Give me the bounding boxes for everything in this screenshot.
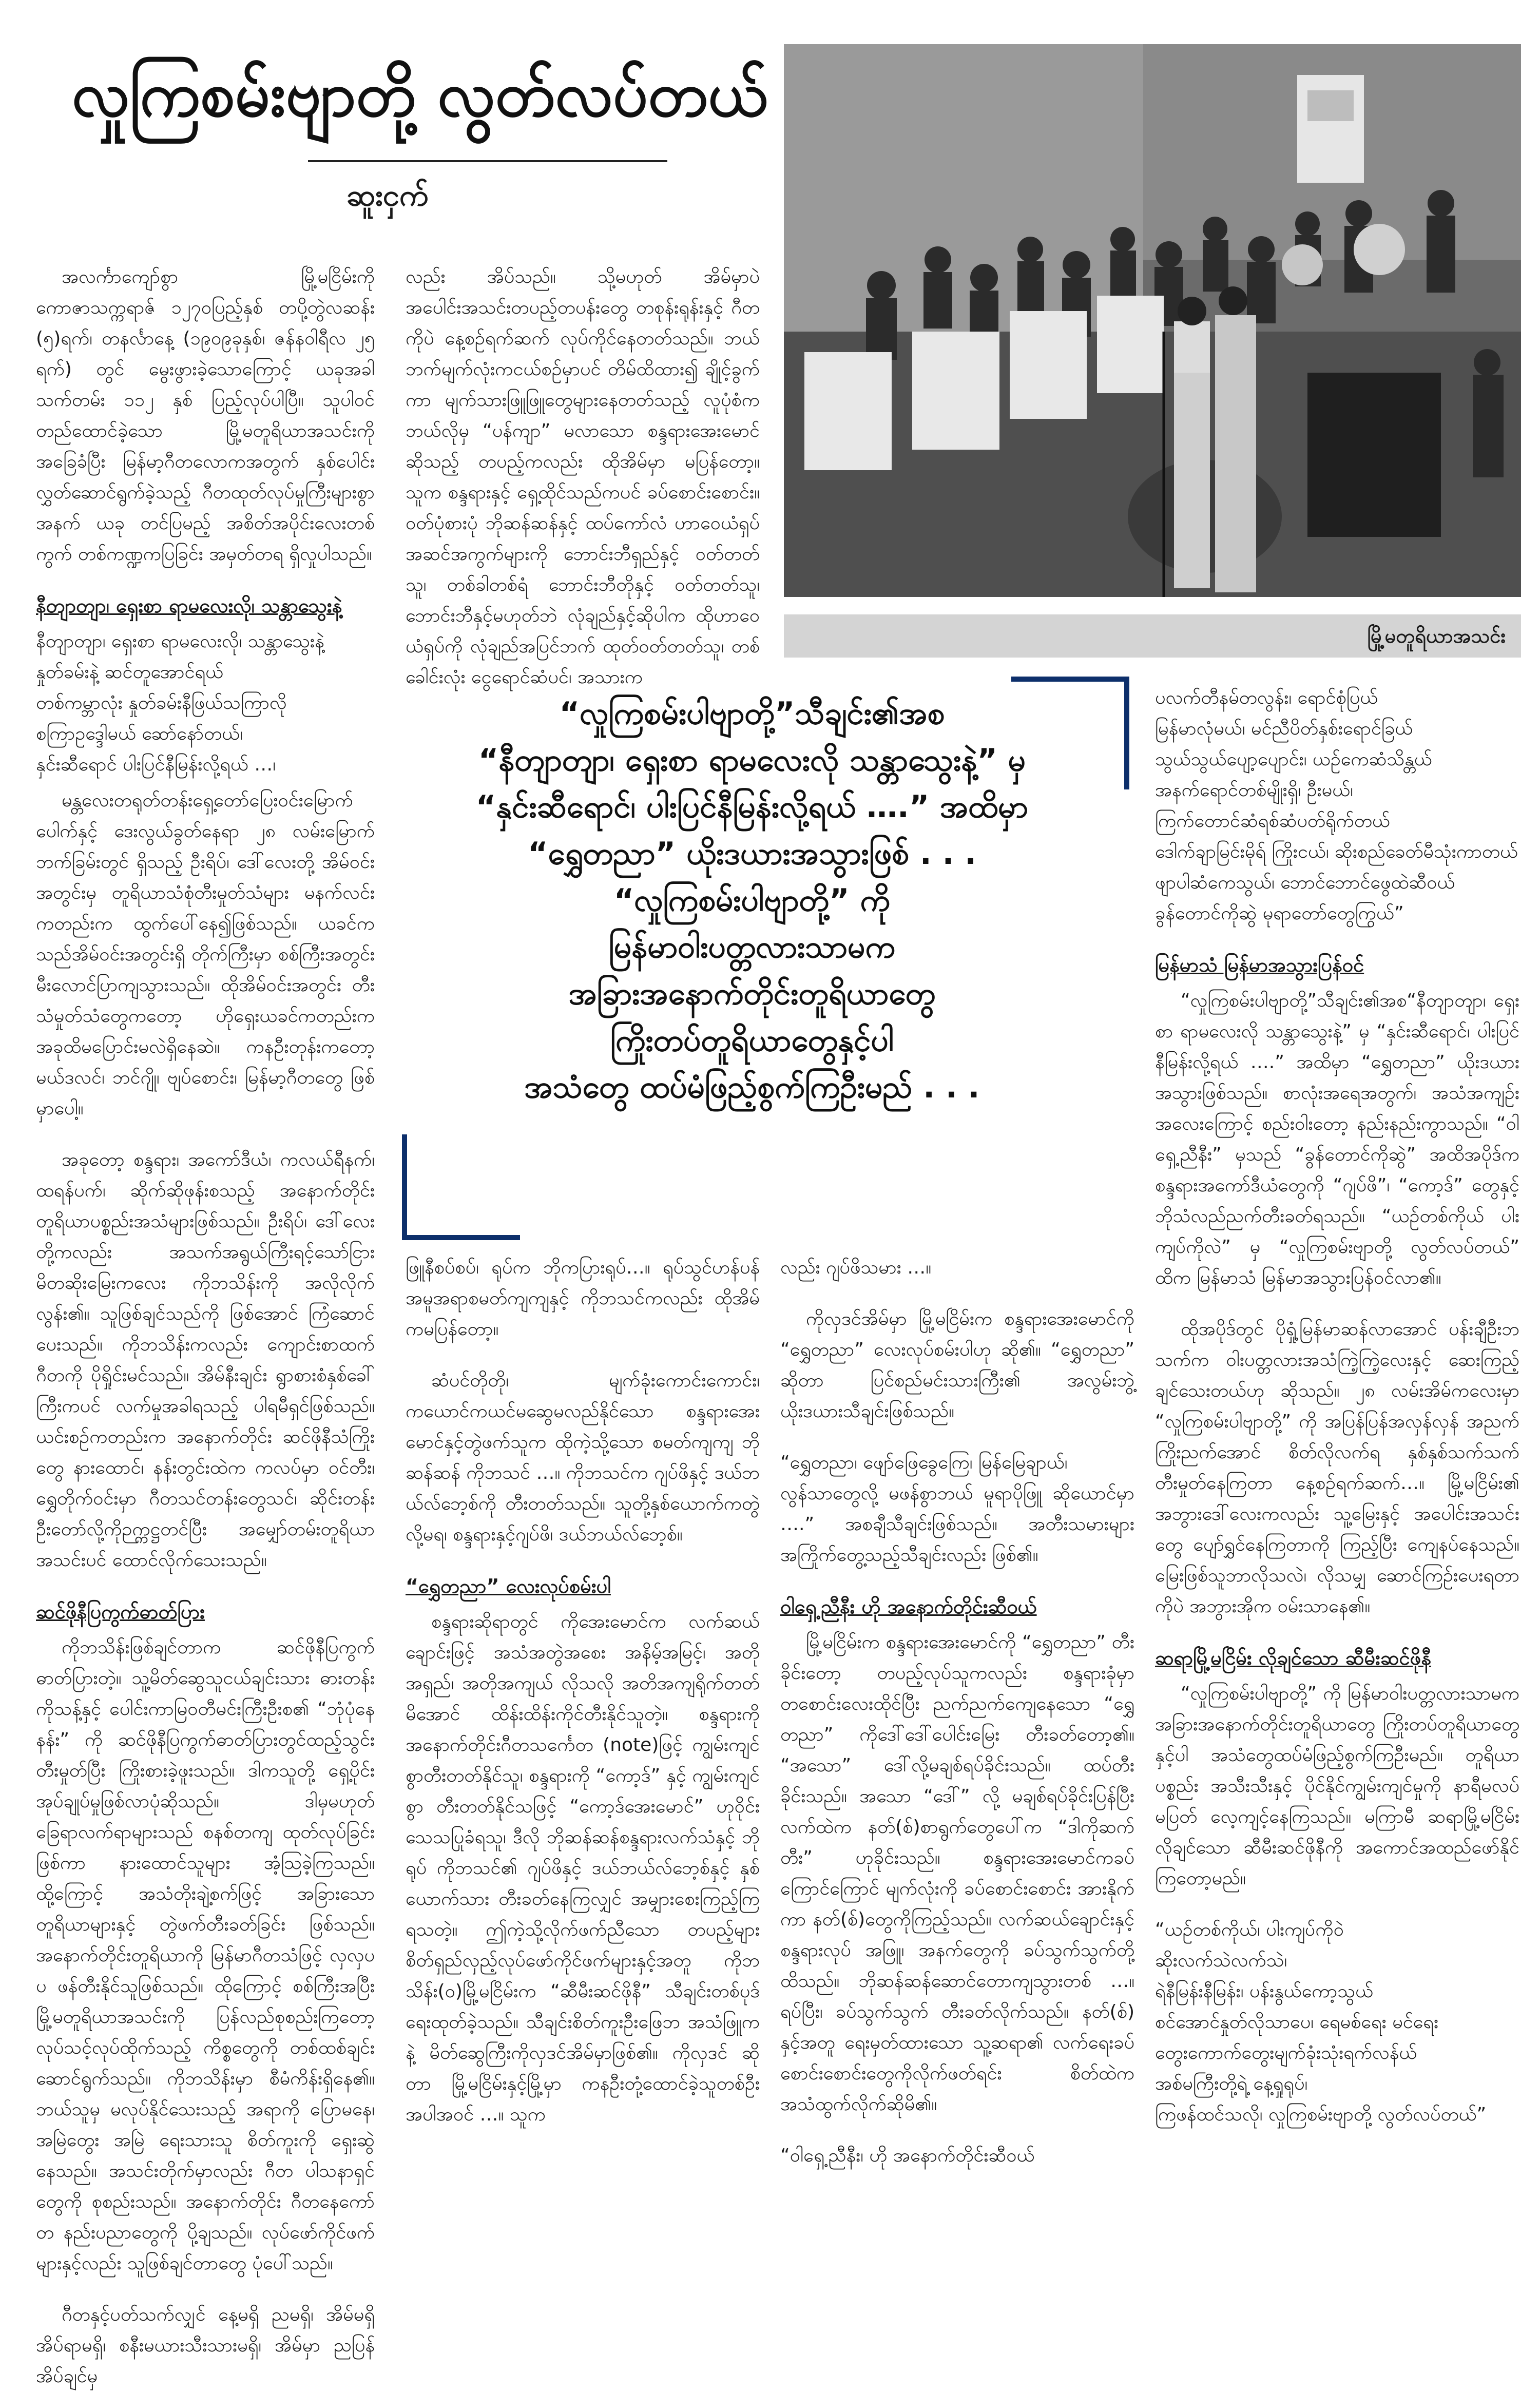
paragraph: ဂီတနှင့်ပတ်သက်လျှင် နေ့မရှိ ညမရှိ၊ အိမ်မရှိ အိပ်ရာမရှိ၊ စနီးမယားသီးသားမရှိ၊ အိမ်မှာ ညပြန်အိပ်ချင်မှ: [36, 2304, 375, 2387]
article-column-2-bottom: [406, 1252, 760, 2125]
paragraph: အလင်္ကာကျော်စွာ မြို့မငြိမ်းကို ကောဇာသက္ကရာဇ် ၁၂၇၀ပြည့်နှစ် တပို့တွဲလဆန်း (၅)ရက်၊ တနင်္လာနေ့ (၁၉၀၉ခုနှစ်၊ ဇန်နဝါရီလ ၂၅ ရက်) တွင် မွေးဖွားခဲ့သောကြောင့် ယခုအခါ သက်တမ်း ၁၁၂ နှစ် ပြည့်လုပ်ပါပြီ။ သူပါဝင်တည်ထောင်ခဲ့သော မြို့မတူရိယာအသင်းကို အခြေခံပြီး မြန်မာ့ဂီတလောကအတွက် နှစ်ပေါင်းလွှတ်ဆောင်ရွက်ခဲ့သည့် ဂီတထုတ်လုပ်မှုကြီးများစွာအနက် ယခု တင်ပြမည့် အစိတ်အပိုင်းလေးတစ်ကွက် တစ်ကဏ္ဍကပြခြင်း အမှတ်တရ ရှိလှုပါသည်။: [36, 266, 375, 565]
verse-line: တွေးကောက်တွေးမျက်ခုံးသုံးရက်လန်ယ်: [1155, 2042, 1417, 2063]
pull-quote: [421, 690, 1083, 1111]
article-author: ဆူးငှက်: [346, 178, 429, 213]
verse-line: ရဲနီမြန်းနီမြန်း၊ ပန်းနွယ်ကော့သွယ်: [1155, 1981, 1374, 2002]
section-heading: မြန်မာသံ မြန်မာအသွားပြန်ဝင်: [1155, 954, 1364, 976]
photo-caption: မြို့မတူရိယာအသင်း: [784, 614, 1521, 658]
verse-line: “ဝါရှေ့ညီနီး၊ ဟို အနောက်တိုင်းဆီဝယ်: [780, 2145, 1035, 2166]
paragraph: အခုတော့ စန္ဒရား၊ အကော်ဒီယံ၊ ကလယ်ရီနက်၊ ထရန်ပက်၊ ဆိုက်ဆိုဖုန်းစသည့် အနောက်တိုင်း တူရိယာပစ္စည်းအသံများဖြစ်သည်။ ဦးရိပ်၊ ဒေါ်လေးတို့ကလည်း အသက်အရွယ်ကြီးရင့်သော်ငြား မိတဆိုးမြေးကလေး ကိုဘသိန်းကို အလိုလိုက်လွန်း၏။ သူဖြစ်ချင်သည်ကို ဖြစ်အောင် ကြံဆောင်ပေးသည်။ ကိုဘသိန်းကလည်း ကျောင်းစာထက် ဂီတကို ပိုရှိုင်းမင်သည်။ အိမ်နီးချင်း ရွာစားစံနှစ်ခေါ် ကြီးကပင် လက်မှုအခါရသည့် ပါရမီရှင်ဖြစ်သည်။ ယင်းစဉ်ကတည်းက အနောက်တိုင်း ဆင်ဖိုနီသံကြိုးတွေ နားထောင်၊ နန်းတွင်းထဲက ကလပ်မှာ ဝင်တီး၊ ရွှေတိုက်ဝင်းမှာ ဂီတသင်တန်းတွေသင်၊ ဆိုင်းတန်း ဦးတော်လို့ကိုဉက္ကဋ္ဌတင်ပြီး အမျှော်တမ်းတူရိယာအသင်းပင် ထောင်လိုက်သေးသည်။: [36, 1149, 375, 1571]
section-heading: နီတျာတျာ၊ ရှေးစာ ရာမလေးလို၊ သန္တာသွေးနဲ့: [36, 594, 342, 617]
paragraph: ကိုလှဒင်အိမ်မှာ မြို့မငြိမ်းက စန္ဒရားအေးမောင်ကို “ရွှေတညာ” လေးလုပ်စမ်းပါဟု ဆို၏။ “ရွှေတညာ” ဆိုတာ ပြင်စည်မင်းသားကြီး၏ အလွမ်းဘွဲ့ ယိုးဒယားသီချင်းဖြစ်သည်။: [780, 1308, 1134, 1422]
title-divider: [308, 160, 667, 162]
verse-line: နီတျာတျာ၊ ရှေးစာ ရာမလေးလို၊ သန္တာသွေးနဲ့: [36, 631, 324, 652]
verse-line: အနက်ရောင်တစ်မျိုးရှိ၊ ဦးမယ်၊: [1155, 780, 1353, 801]
verse-line: အစ်မကြီးတို့ရဲ့ နေ့ရှုရုပ်၊: [1155, 2073, 1308, 2094]
verse-line: ဆိုးလက်သဲလက်သဲ၊: [1155, 1950, 1287, 1971]
verse-line: ခွန်တောင်ကိုဆွဲ မုရာတော်တွေကြွယ်”: [1155, 903, 1404, 924]
verse-line: ကြက်တောင်ဆံရစ်ဆံပတ်ရိုက်တယ်: [1155, 811, 1390, 832]
verse-line: လွန်သာတွေလို့ မဖန်စွာဘယ် မူရာပိုဖြူ ဆိုယောင်မှာ ….” အစချီသီချင်းဖြစ်သည်။ အတီးသမားများ အကြိုက်တွေ့သည့်သီချင်းလည်း ဖြစ်၏။: [780, 1483, 1134, 1566]
verse-line: စင်အောင်နှုတ်လိုသာပေ၊ ရေမစ်ရေး မင်ရေး: [1155, 2012, 1439, 2033]
verse-line: ဖျာပါဆံကေသွယ်၊ ဘောင်ဘောင်ဖွေထဲဆီဝယ်: [1155, 872, 1455, 893]
verse-line: နှုတ်ခမ်းနဲ့ ဆင်တူအောင်ရယ်: [36, 662, 224, 683]
paragraph: “လှုကြစမ်းပါဗျာတို့” ကို မြန်မာဝါးပတ္တလားသာမက အခြားအနောက်တိုင်းတူရိယာတွေ ကြိုးတပ်တူရိယာတွေနှင့်ပါ အသံတွေထပ်မံဖြည့်စွက်ကြဦးမည်။ တူရိယာပစ္စည်း အသီးသီးနှင့် ပိုင်နိုင်ကျွမ်းကျင်မှုကို နာရီမလပ်မပြတ် လေ့ကျင့်နေကြသည်။ မကြာမီ ဆရာမြို့မငြိမ်း လိုချင်သော ဆီမီးဆင်ဖိုနီကို အကောင်အထည်ဖော်နိုင်ကြတော့မည်။: [1155, 1683, 1519, 1889]
pull-quote-line: “လှုကြစမ်းပါဗျာတို့”သီချင်း၏အစ: [559, 696, 945, 731]
band-photo: [784, 44, 1521, 597]
section-heading: ဆင်ဖိုနီပြကွက်ဓာတ်ပြား: [36, 1600, 205, 1623]
pull-quote-line: “နှင်းဆီရောင်၊ ပါးပြင်နီမြန်းလို့ရယ် ….” အထိမှာ: [475, 789, 1029, 825]
paragraph: ဆံပင်တိုတို၊ မျက်ခုံးကောင်းကောင်း၊ ကယောင်ကယင်မဆွေမလည်နိုင်သော စန္ဒရားအေးမောင်နှင့်တွဲဖက်သူက ထိုကဲ့သို့သော စမတ်ကျကျ ဘိုဆန်ဆန် ကိုဘသင် …။ ကိုဘသင်က ဂျပ်ဖိနှင့် ဒယ်ဘယ်လ်ဘေ့စ်ကို တီးတတ်သည်။ သူတို့နှစ်ယောက်ကတွဲလို့မရ၊ စန္ဒရားနှင့်ဂျပ်ဖိ၊ ဒယ်ဘယ်လ်ဘေ့စ်။: [406, 1370, 760, 1545]
paragraph: ဖြူနီစပ်စပ်၊ ရုပ်က ဘိုကပြားရုပ်…။ ရုပ်သွင်ဟန်ပန်အမူအရာစမတ်ကျကျနှင့် ကိုဘသင်ကလည်း ထိုအိမ်ကမပြန်တော့။: [406, 1257, 760, 1340]
verse-line: “ယဉ်တစ်ကိုယ်၊ ပါးကျပ်ကိုဝဲ: [1155, 1919, 1344, 1940]
section-heading: ဝါရှေ့ညီနီး ဟို အနောက်တိုင်းဆီဝယ်: [780, 1595, 1037, 1618]
pull-quote-corner-bottom-left: [402, 1134, 520, 1240]
pull-quote-line: အသံတွေ ထပ်မံဖြည့်စွက်ကြဦးမည် . . .: [524, 1069, 980, 1105]
article-column-4: [1155, 683, 1519, 2125]
section-heading: ဆရာမြို့မငြိမ်း လိုချင်သော ဆီမီးဆင်ဖိုနီ: [1155, 1647, 1432, 1669]
verse-line: ပလက်တီနမ်တလွန်း၊ ရောင်စုံပြယ်: [1155, 687, 1378, 708]
verse-line: သွယ်သွယ်ပျော့ပျောင်း၊ ယဉ်ကေဆံသိန္တယ်: [1155, 749, 1432, 770]
pull-quote-line: “နီတျာတျာ၊ ရှေးစာ ရာမလေးလို သန္တာသွေးနဲ့” မှ: [478, 742, 1026, 778]
pull-quote-line: “လှုကြစမ်းပါဗျာတို့” ကို: [613, 882, 891, 918]
paragraph: စန္ဒရားဆိုရာတွင် ကိုအေးမောင်က လက်ဆယ်ချောင်းဖြင့် အသံအတွဲအစေး အနိမ့်အမြင့်၊ အတိုအရှည်၊ အတိုအကျယ် လိုသလို အတိအကျရိုက်တတ်မိအောင် ထိန်းထိန်းကိုင်တီးနိုင်သူတဲ့။ စန္ဒရားကို အနောက်တိုင်းဂီတသင်္ကေတ (note)ဖြင့် ကျွမ်းကျင်စွာတီးတတ်နိုင်သူ၊ စန္ဒရားကို “ကော့ဒ်” နှင့် ကျွမ်းကျင်စွာ တီးတတ်နိုင်သဖြင့် “ကော့ဒ်အေးမောင်” ဟုဝိုင်းသေသပြုခံရသူ၊ ဒီလို ဘိုဆန်ဆန်စန္ဒရားလက်သံနှင့် ဘိုရုပ် ကိုဘသင်၏ ဂျပ်ဖိနှင့် ဒယ်ဘယ်လ်ဘေ့စ်နှင့် နှစ်ယောက်သား တီးခတ်နေကြလျှင် အမျှားစေးကြည့်ကြရသတဲ့။ ဤကဲ့သို့လိုက်ဖက်ညီသော တပည့်များစိတ်ရှည်လှည့်လုပ်ဖော်ကိုင်ဖက်များနှင့်အတူ ကိုဘသိန်း(ဝ)မြို့မငြိမ်းက “ဆီမီးဆင်ဖိုနီ” သီချင်းတစ်ပုဒ်ရေးထုတ်ခဲ့သည်။ သီချင်းစိတ်ကူးဦးဖြေဘ အသံဖြူကနဲ့ မိတ်ဆွေကြီးကိုလှဒင်အိမ်မှာဖြစ်၏။ ကိုလှဒင် ဆိုတာ မြို့မငြိမ်းနှင့်မြို့မှာ ကနဦးတုံ့ထောင်ခဲ့သူတစ်ဦးအပါအဝင် …။ သူက: [406, 1611, 760, 2125]
verse-line: မြန်မာလုံမယ်၊ မင်ညီပိတ်နှစ်းရောင်ခြယ်: [1155, 718, 1413, 739]
pull-quote-line: အခြားအနောက်တိုင်းတူရိယာတွေ: [568, 976, 936, 1012]
paragraph: မြို့မငြိမ်းက စန္ဒရားအေးမောင်ကို “ရွှေတညာ” တီးခိုင်းတော့ တပည့်လုပ်သူကလည်း စန္ဒရားခုံမှာ တစောင်းလေးထိုင်ပြီး ညက်ညက်ကျေနေသော “ရွှေတညာ” ကိုဒေါ်ဒေါ်ပေါင်းမြေး တီးခတ်တော့၏။ “အသော” ဒေါ်လို့မချစ်ရပ်ခိုင်းသည်။ ထပ်တီးခိုင်းသည်။ အသော “ဒေါ်” လို့ မချစ်ရပ်ခိုင်းပြန်ပြီးလက်ထဲက နတ်(စ်)စာရွက်တွေပေါ်က “ဒါကိုဆက်တီး” ဟုခိုင်းသည်။ စန္ဒရားအေးမောင်ကခပ်ကြောင်ကြောင် မျက်လုံးကို ခပ်စောင်းစောင်း အားနိုက်ကာ နတ်(စ်)တွေကိုကြည့်သည်။ လက်ဆယ်ချောင်းနှင့် စန္ဒရားလုပ် အဖြူ၊ အနက်တွေကို ခပ်သွက်သွက်တို့ထိသည်။ ဘိုဆန်ဆန်ဆောင်တောကျသွားတစ် …။ ရပ်ပြီး၊ ခပ်သွက်သွက် တီးခတ်လိုက်သည်။ နတ်(စ်) နှင့်အတူ ရေးမှတ်ထားသော သူ့ဆရာ၏ လက်ရေးခပ်စောင်းစောင်းတွေကိုလိုက်ဖတ်ရင်း စိတ်ထဲက အသံထွက်လိုက်ဆိုမိ၏။: [780, 1632, 1134, 2115]
verse-line: နှင်းဆီရောင် ပါးပြင်နီမြန်းလို့ရယ် …၊: [36, 754, 276, 775]
pull-quote-line: “ရွှေတညာ” ယိုးဒယားအသွားဖြစ် . . .: [527, 836, 977, 872]
verse-line: စကြာဥဒ္ဒေါမယ် ဆော်နော်တယ်၊: [36, 723, 243, 744]
article-column-3: [780, 1252, 1134, 2166]
paragraph: မန္တလေးတရုတ်တန်းရှေ့တော်ပြေးဝင်းမြောက်ပေါက်နှင့် ဒေးလွယ်ခွတ်နေရာ ၂၈ လမ်းမြောက်ဘက်ခြမ်းတွင် ရှိသည့် ဦးရိပ်၊ ဒေါ်လေးတို့ အိမ်ဝင်းအတွင်းမှ တူရိယာသံစုံတီးမှုတ်သံများ မနက်လင်းကတည်းက ထွက်ပေါ်နေ၍ဖြစ်သည်။ ယခင်က သည်အိမ်ဝင်းအတွင်းရှိ တိုက်ကြီးမှာ စစ်ကြီးအတွင်း မီးလောင်ပြာကျသွားသည်။ ထိုအိမ်ဝင်းအတွင်း တီးသံမှုတ်သံတွေကတော့ ဟိုရှေးယခင်ကတည်းက အခုထိမပြောင်းမလဲရှိနေဆဲ။ ကနဦးတုန်းကတော့ မယ်ဒလင်၊ ဘင်ဂျို၊ ဗျပ်စောင်း၊ မြန်မာ့ဂီတတွေ ဖြစ်မှာပေါ့။: [36, 790, 375, 1119]
verse-line: ကြဖန်ထင်သလို၊ လှုကြစမ်းဗျာတို့ လွတ်လပ်တယ်”: [1155, 2104, 1487, 2125]
paragraph: ကိုဘသိန်းဖြစ်ချင်တာက ဆင်ဖိုနီပြကွက်ဓာတ်ပြားတဲ့။ သူ့မိတ်ဆွေသူငယ်ချင်းသား ဓားတန်းကိုသန့်နှင့် ပေါင်းကာမြဝတီမင်းကြီးဦးစ၏ “ဘုံပုံနေနန်း” ကို ဆင်ဖိုနီပြကွက်ဓာတ်ပြားတွင်ထည့်သွင်းတီးမှုတ်ပြီး ကြိုးစားခဲ့ဖူးသည်။ ဒါကသူတို့ ရှေ့ပိုင်းအုပ်ချုပ်မှုဖြစ်လာပုံဆိုသည်။ ဒါမှမဟုတ် ခြေရာလက်ရာများသည် စနစ်တကျ ထုတ်လုပ်ခြင်းဖြစ်ကာ နားထောင်သူများ အံ့ဩခဲ့ကြသည်။ ထို့ကြောင့် အသံတိုးချဲ့စက်ဖြင့် အခြားသော တူရိယာများနှင့် တွဲဖက်တီးခတ်ခြင်း ဖြစ်သည်။ အနောက်တိုင်းတူရိယာကို မြန်မာဂီတသံဖြင့် လှလှပပ ဖန်တီးနိုင်သူဖြစ်သည်။ ထိုကြောင့် စစ်ကြီးအပြီး မြို့မတူရိယာအသင်းကို ပြန်လည်စုစည်းကြတော့ လုပ်သင့်လုပ်ထိုက်သည့် ကိစ္စတွေကို တစ်ထစ်ချင်းဆောင်ရွက်သည်။ ကိုဘသိန်းမှာ စီမံကိန်းရှိနေ၏။ ဘယ်သူမှ မလုပ်နိုင်သေးသည့် အရာကို ပြောမနေ၊ အမြဲတွေး အမြဲ ရေးသားသူ စိတ်ကူးကို ရှေးဆွဲနေသည်။ အသင်းတိုက်မှာလည်း ဂီတ ပါသနာရှင်တွေကို စုစည်းသည်။ အနောက်တိုင်း ဂီတနေကော်တ နည်းပညာတွေကို ပို့ချသည်။ လုပ်ဖော်ကိုင်ဖက်များနှင့်လည်း သူဖြစ်ချင်တာတွေ ပုံပေါ်သည်။: [36, 1637, 375, 2274]
paragraph: “လှုကြစမ်းပါဗျာတို့”သီချင်း၏အစ“နီတျာတျာ၊ ရှေးစာ ရာမလေးလို သန္တာသွေးနဲ့” မှ “နှင်းဆီရောင်၊ ပါးပြင်နီမြန်းလို့ရယ် ….” အထိမှာ “ရွှေတညာ” ယိုးဒယားအသွားဖြစ်သည်။ စာလုံးအရေအတွက်၊ အသံအကျဉ်းအလေးကြောင့် စည်းဝါးတော့ နည်းနည်းကွာသည်။ “ဝါရှေ့ညီနီး” မှသည် “ခွန်တောင်ကိုဆွဲ” အထိအပိုဒ်က စန္ဒရားအကော်ဒီယံတွေကို “ဂျပ်ဖိ”၊ “ကော့ဒ်” တွေနှင့် ဘိုသံလည်ညက်တီးခတ်ရသည်။ “ယဉ်တစ်ကိုယ် ပါးကျပ်ကိုလဲ” မှ “လှုကြစမ်းဗျာတို့ လွတ်လပ်တယ်” ထိက မြန်မာသံ မြန်မာအသွားပြန်ဝင်လာ၏။: [1155, 990, 1519, 1288]
article-column-1: [36, 262, 375, 2387]
section-heading: “ရွှေတညာ” လေးလုပ်စမ်းပါ: [406, 1575, 611, 1597]
article-title: လှုကြစမ်းဗျာတို့ လွတ်လပ်တယ်: [72, 59, 768, 130]
article-column-2-top: [406, 262, 760, 688]
paragraph: လည်း ဂျပ်ဖိသမား …။: [780, 1257, 932, 1278]
paragraph: ထိုအပိုဒ်တွင် ပိုရှုံ့မြန်မာဆန်လာအောင် ပန်းချီဦးဘသက်က ဝါးပတ္တလားအသံကြဲ့ကြဲ့လေးနှင့် ဆေးကြည့်ချင်သေးတယ်ဟု ဆိုသည်။ ၂၈ လမ်းအိမ်ကလေးမှာ “လှုကြစမ်းပါဗျာတို့” ကို အပြန်ပြန်အလှန်လှန် အညက်ကြိုးညက်အောင် စိတ်လိုလက်ရ နှစ်နှစ်သက်သက် တီးမှုတ်နေကြတာ နေ့စဉ်ရက်ဆက်…။ မြို့မငြိမ်း၏ အဘွားဒေါ်လေးကလည်း သူ့မြေးနှင့် အပေါင်းအသင်းတွေ ပျော်ရွှင်နေကြတာကို ကြည့်ပြီး ကျေနပ်နေသည်။ မြေးဖြစ်သူဘာလိုသလဲ၊ လိုသမျှ ဆောင်ကြဉ်းပေးရတာကိုပဲ အဘွားအိုက ဝမ်းသာနေ၏။: [1155, 1319, 1519, 1617]
verse-line: ဒေါက်ချာမြင်းမိုရ် ကြိုးငယ်၊ ဆိုးစည်ခေတ်မီသုံးကာတယ်: [1155, 841, 1518, 862]
paragraph: လည်း အိပ်သည်။ သို့မဟုတ် အိမ်မှာပဲ အပေါင်းအသင်းတပည့်တပန်းတွေ တစုန်းရုန်းနှင့် ဂီတကိုပဲ နေ့စဉ်ရက်ဆက် လုပ်ကိုင်နေတတ်သည်။ ဘယ်ဘက်မျက်လုံးကငယ်စဉ်မှာပင် တိမ်ထိထား၍ ချိုင့်ခွက်ကာ မျက်သားဖြူဖြူတွေများနေတတ်သည့် လူပုံစံက ဘယ်လိုမှ “ပန်ကျာ” မလာသော စန္ဒရားအေးမောင် ဆိုသည့် တပည့်ကလည်း ထိုအိမ်မှာ မပြန်တော့။ သူက စန္ဒရားနှင့် ရှေ့ထိုင်သည်ကပင် ခပ်စောင်းစောင်း။ ဝတ်ပုံစားပုံ ဘိုဆန်ဆန်နှင့် ထပ်ကော်လံ ဟာဝေယံရှပ်အဆင်အကွက်များကို ဘောင်းဘီရှည်နှင့် ဝတ်တတ်သူ၊ တစ်ခါတစ်ရံ ဘောင်းဘီတိုနှင့် ဝတ်တတ်သူ၊ ဘောင်းဘီနှင့်မဟုတ်ဘဲ လုံချည်နှင့်ဆိုပါက ထိုဟာဝေယံရှပ်ကို လုံချည်အပြင်ဘက် ထုတ်ဝတ်တတ်သူ၊ တစ်ခေါင်းလုံး ငွေရောင်ဆံပင်၊ အသားက: [406, 266, 760, 688]
verse-line: “ရွှေတညာ၊ ဖျော်ဖြေခွေကြေ၊ မြန်မြေချာယ်၊: [780, 1452, 1068, 1473]
pull-quote-line: မြန်မာ၀ါးပတ္တလားသာမက: [608, 929, 896, 965]
verse-line: တစ်ကမ္ဘာလုံး နှုတ်ခမ်းနီဖြယ်သကြာလို: [36, 692, 287, 713]
pull-quote-line: ကြိုးတပ်တူရိယာတွေနှင့်ပါ: [610, 1023, 894, 1058]
